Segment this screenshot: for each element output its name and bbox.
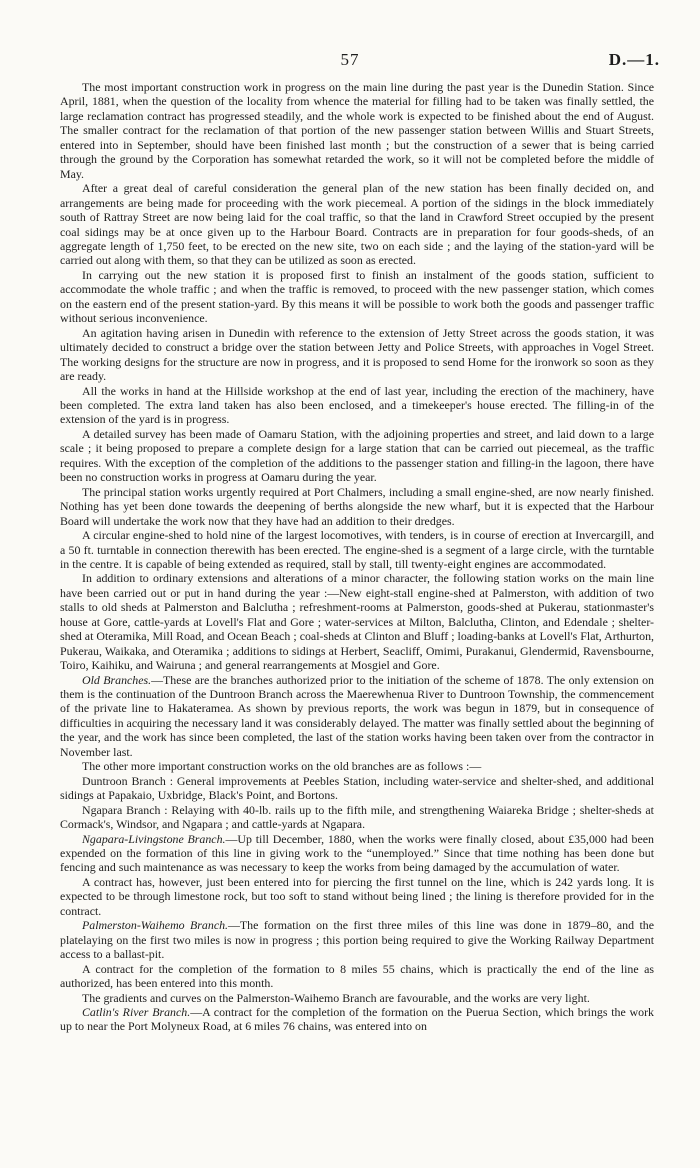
section-heading-palmerston-waihemo: Palmerston-Waihemo Branch.	[82, 918, 229, 933]
paragraph-palmerston-waihemo: Palmerston-Waihemo Branch.—The formation on the first three miles of this line was done in 1879–80, and the platelaying on the first two miles is now in progress ; this portion being required to give the Working Railway Department access to a ballast-pit.	[60, 918, 654, 962]
paragraph-port-chalmers: The principal station works urgently required at Port Chalmers, including a small engine-shed, are now nearly finished. Nothing has yet been done towards the deepening of berths alongside the new wharf, but it is expected that the Harbour Board will undertake the work now that they have had an addition to their dredges.	[60, 484, 654, 528]
paragraph-other-works: The other more important construction works on the old branches are as follows :—	[82, 759, 482, 774]
section-heading-ngapara-livingstone: Ngapara-Livingstone Branch.	[82, 831, 226, 846]
paragraph-invercargill-shed: A circular engine-shed to hold nine of the largest locomotives, with tenders, is in course of erection at Invercargill, and a 50 ft. turntable in connection therewith has been erected. The engine-shed is a segment of a large circle, with the turntable in the centre. It is capable of being extended as required, stall by stall, till twenty-eight engines are accommodated.	[60, 528, 654, 571]
paragraph-goods-station: In carrying out the new station it is proposed first to finish an instalment of the goods station, sufficient to accommodate the whole traffic ; and when the traffic is removed, to proceed with the new passenger station, which comes on the eastern end of the present station-yard. By this means it will be possible to work both the goods and passenger traffic without serious inconvenience.	[60, 267, 654, 326]
paragraph-hillside-workshop: All the works in hand at the Hillside workshop at the end of last year, including the erection of the machinery, have been completed. The extra land taken has also been enclosed, and a timekeeper's house erected. The filling-in of the extension of the yard is in progress.	[60, 383, 654, 427]
paragraph-catlins-river: Catlin's River Branch.—A contract for the completion of the formation on the Puerua Section, which brings the work up to near the Port Molyneux Road, at 6 miles 76 chains, was entered into on	[60, 1005, 654, 1034]
paragraph-oamaru-station: A detailed survey has been made of Oamaru Station, with the adjoining properties and street, and laid down to a large scale ; it being proposed to prepare a complete design for a large station that can be carried out piecemeal, as the traffic requires. With the exception of the completion of the additions to the passenger station and filling-in the lagoon, there have been no construction works in progress at Oamaru during the year.	[60, 426, 654, 485]
paragraph-jetty-street: An agitation having arisen in Dunedin with reference to the extension of Jetty Street across the goods station, it was ultimately decided to construct a bridge over the station between Jetty and Police Streets, with approaches in Vogel Street. The working designs for the structure are now in progress, and it is proposed to send Home for the ironwork so soon as they are ready.	[60, 325, 654, 384]
paragraph-dunedin-station: The most important construction work in progress on the main line during the past year is the Dunedin Station. Since April, 1881, when the question of the locality from whence the material for filling had to be taken was finally settled, the large reclamation contract has progressed steadily, and the whole work is expected to be finished about the end of August. The smaller contract for the reclamation of that portion of the new passenger station between Willis and Stuart Streets, entered into in September, should have been finished last month ; but the construction of a sewer that is being carried through the ground by the Corporation has somewhat retarded the work, so it will not be completed before the middle of May.	[60, 80, 654, 181]
page-number: 57	[340, 50, 360, 69]
paragraph-main-line-works: In addition to ordinary extensions and alterations of a minor character, the following station works on the main line have been carried out or put in hand during the year :—New eight-stall engine-shed at Palmerston, with addition of two stalls to old sheds at Palmerston and Balclutha ; refreshment-rooms at Palmerston, goods-shed at Pukerau, stationmaster's house at Gore, cattle-yards at Lovell's Flat and Gore ; water-services at Milton, Balclutha, Clinton, and Edendale ; shelter-shed at Oteramika, Mill Road, and Ocean Beach ; coal-sheds at Clinton and Bluff ; loading-banks at Lovell's Flat, Arthurton, Pukerau, Waikaka, and Oteramika ; additions to sidings at Herbert, Seacliff, Omimi, Purakanui, Glendermid, Ravensbourne, Toiro, Kaihiku, and Wairuna ; and general rearrangements at Mosgiel and Gore.	[60, 571, 654, 673]
report-body	[60, 80, 654, 1034]
section-heading-old-branches: Old Branches.	[82, 672, 152, 687]
section-heading-catlins-river: Catlin's River Branch.	[82, 1005, 191, 1019]
paragraph-tunnel-contract: A contract has, however, just been entered into for piercing the first tunnel on the line, which is 242 yards long. It is expected to be through limestone rock, but too soft to stand without being lined ; the lining is therefore provided for in the contract.	[60, 874, 654, 918]
paragraph-ngapara-livingstone: Ngapara-Livingstone Branch.—Up till December, 1880, when the works were finally closed, about £35,000 had been expended on the formation of this line in giving work to the “unemployed.” Since that time nothing has been done but fencing and such maintenance as was necessary to keep the works from being damaged by the accumulation of water.	[60, 831, 654, 875]
paragraph-ngapara-branch: Ngapara Branch : Relaying with 40-lb. rails up to the fifth mile, and strengthening Waiareka Bridge ; shelter-sheds at Cormack's, Windsor, and Ngapara ; and cattle-yards at Ngapara.	[60, 802, 654, 832]
page-header	[0, 50, 700, 74]
paragraph-old-branches: Old Branches.—These are the branches authorized prior to the initiation of the scheme of 1878. The only extension on them is the continuation of the Duntroon Branch across the Maerewhenua River to Duntroon Township, the commencement of the private line to Hakateramea. As shown by previous reports, the work was begun in 1879, but in consequence of difficulties in acquiring the necessary land it was considerably delayed. The matter was finally settled about the beginning of the year, and the work has since been completed, the last of the station works having been taken over from the contractor in November last.	[60, 672, 654, 759]
paragraph-formation-contract: A contract for the completion of the formation to 8 miles 55 chains, which is practically the end of the line as authorized, has been entered into this month.	[60, 961, 654, 991]
document-reference: D.—1.	[608, 50, 660, 69]
paragraph-station-plan: After a great deal of careful consideration the general plan of the new station has been finally decided on, and arrangements are being made for proceeding with the work piecemeal. A portion of the sidings in the block immediately south of Rattray Street are now being laid for the coal traffic, so that the land in Crawford Street occupied by the present coal sidings may be at once given up to the Harbour Board. Contracts are in preparation for four goods-sheds, of an aggregate length of 1,750 feet, to be erected on the new site, two on each side ; and the laying of the station-yard will be carried out along with them, so that they can be utilized as soon as erected.	[60, 181, 654, 268]
paragraph-gradients: The gradients and curves on the Palmerston-Waihemo Branch are favourable, and the works are very light.	[82, 990, 590, 1005]
paragraph-duntroon-branch: Duntroon Branch : General improvements at Peebles Station, including water-service and shelter-shed, and additional sidings at Papakaio, Uxbridge, Black's Point, and Bortons.	[60, 773, 654, 803]
